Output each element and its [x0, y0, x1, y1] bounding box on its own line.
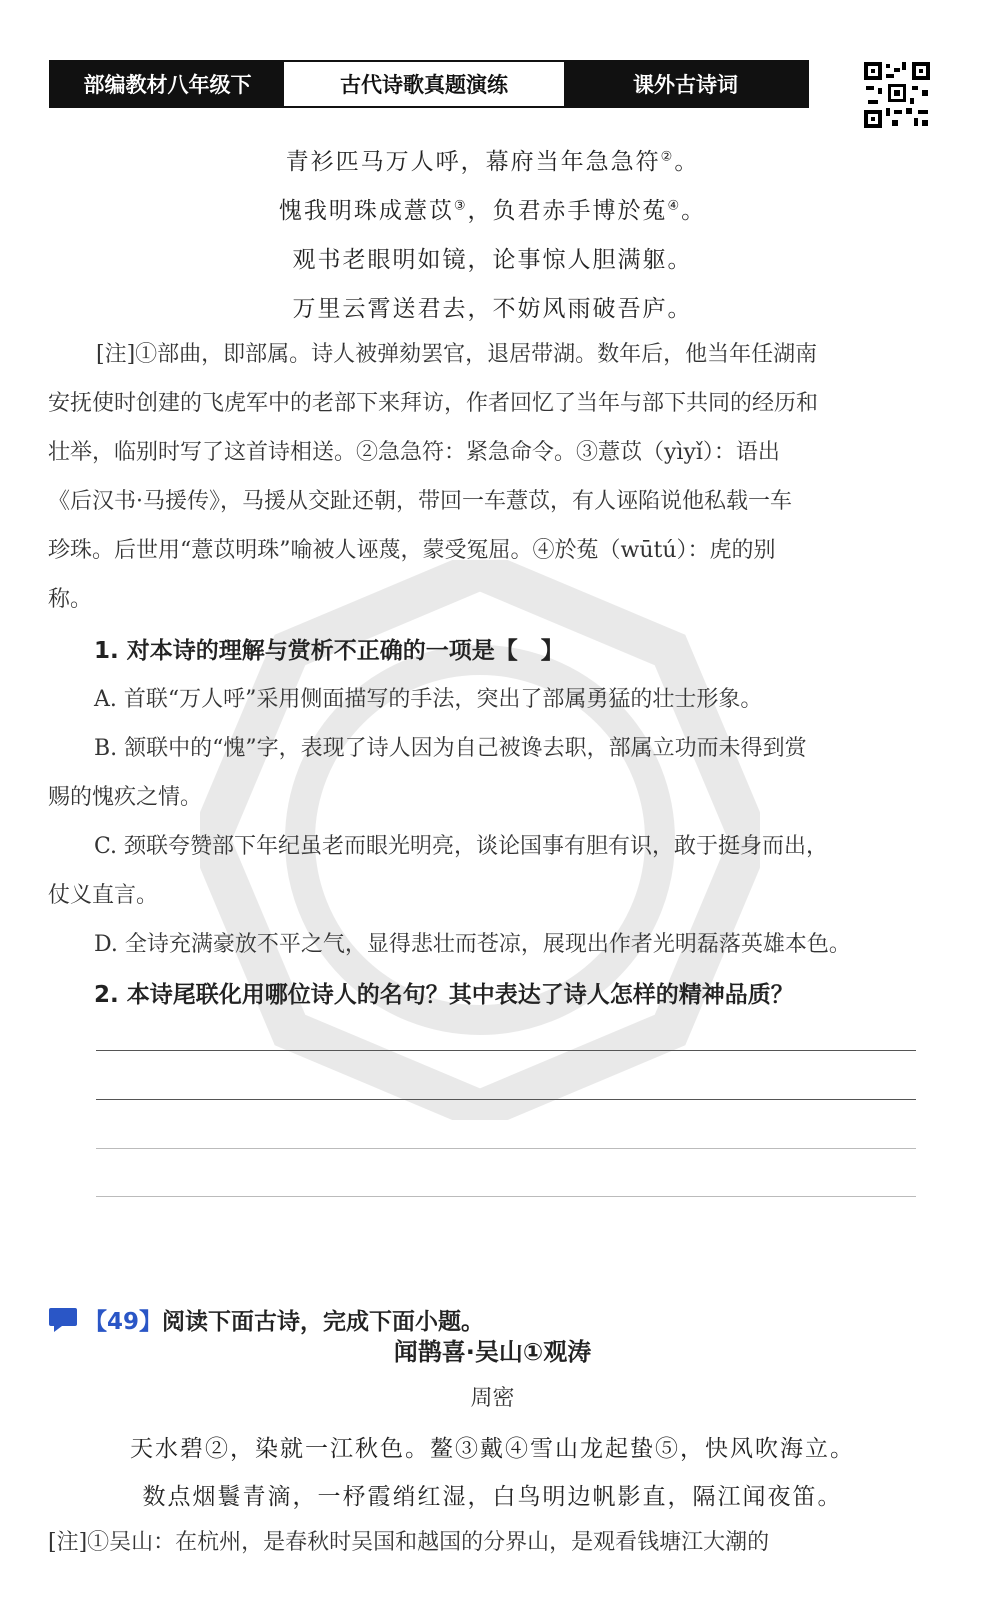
- question1-option-c-cont: 仗义直言。: [48, 883, 159, 908]
- poem2-note: [注]①吴山：在杭州，是春秋时吴国和越国的分界山，是观看钱塘江大潮的: [48, 1530, 770, 1555]
- chat-bubble-icon: [48, 1306, 78, 1334]
- question1-option-d: D. 全诗充满豪放不平之气，显得悲壮而苍凉，展现出作者光明磊落英雄本色。: [94, 932, 851, 957]
- poem2-line1: 天水碧②，染就一江秋色。鳌③戴④雪山龙起蛰⑤，快风吹海立。: [130, 1436, 855, 1462]
- qr-code: [862, 60, 932, 130]
- note-line: 珍珠。后世用“薏苡明珠”喻被人诬蔑，蒙受冤屈。④於菟（wūtú）：虎的别: [48, 538, 776, 563]
- poem2-author: 周密: [470, 1386, 515, 1411]
- question1-option-b: B. 颔联中的“愧”字，表现了诗人因为自己被谗去职，部属立功而未得到赏: [94, 736, 807, 761]
- answer-line[interactable]: [96, 1148, 916, 1149]
- note-line: 称。: [48, 587, 93, 612]
- answer-line[interactable]: [96, 1099, 916, 1100]
- header-category: 课外古诗词: [564, 62, 807, 106]
- poem2-line2: 数点烟鬟青滴，一杼霞绡红湿，白鸟明边帆影直，隔江闻夜笛。: [142, 1484, 843, 1510]
- header-bar: [49, 60, 809, 108]
- note-line: 《后汉书·马援传》，马援从交趾还朝，带回一车薏苡，有人诬陷说他私载一车: [48, 489, 792, 514]
- section-number: 【49】: [84, 1309, 163, 1335]
- section-instruction: 阅读下面古诗，完成下面小题。: [162, 1309, 485, 1335]
- note-line: [注]①部曲，即部属。诗人被弹劾罢官，退居带湖。数年后，他当年任湖南: [96, 342, 818, 367]
- question1-option-a: A. 首联“万人呼”采用侧面描写的手法，突出了部属勇猛的壮士形象。: [94, 687, 763, 712]
- note-line: 安抚使时创建的飞虎军中的老部下来拜访，作者回忆了当年与部下共同的经历和: [48, 391, 819, 416]
- answer-line[interactable]: [96, 1050, 916, 1051]
- poem1-line4: 万里云霄送君去，不妨风雨破吾庐。: [292, 296, 693, 322]
- answer-line[interactable]: [96, 1196, 916, 1197]
- question1-option-b-cont: 赐的愧疚之情。: [48, 785, 203, 810]
- poem1-line2: 愧我明珠成薏苡③，负君赤手博於菟④。: [278, 198, 707, 224]
- poem1-note: [48, 330, 936, 624]
- poem2-title: 闻鹊喜·吴山①观涛: [393, 1338, 592, 1366]
- header-topic: 古代诗歌真题演练: [284, 62, 564, 106]
- poem1-line3: 观书老眼明如镜，论事惊人胆满躯。: [292, 247, 693, 273]
- poem1-line1: 青衫匹马万人呼，幕府当年急急符②。: [285, 149, 700, 175]
- header-grade: 部编教材八年级下: [51, 62, 284, 106]
- note-line: 壮举，临别时写了这首诗相送。②急急符：紧急命令。③薏苡（yìyǐ）：语出: [48, 440, 780, 465]
- question1-stem: 1. 对本诗的理解与赏析不正确的一项是【 】: [94, 638, 564, 664]
- question2-stem: 2. 本诗尾联化用哪位诗人的名句？其中表达了诗人怎样的精神品质？: [94, 982, 794, 1008]
- question1-option-c: C. 颈联夸赞部下年纪虽老而眼光明亮，谈论国事有胆有识，敢于挺身而出，: [94, 834, 829, 859]
